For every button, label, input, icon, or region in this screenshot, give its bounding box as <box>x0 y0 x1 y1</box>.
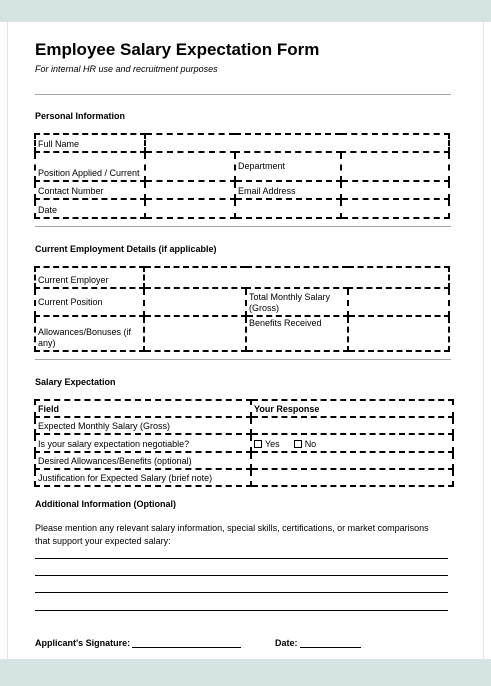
yes-option[interactable] <box>254 439 280 450</box>
form-title: Employee Salary Expectation Form <box>35 40 320 59</box>
employment-heading: Current Employment Details (if applicable) <box>35 244 217 254</box>
divider <box>35 359 451 360</box>
salary-expectation-table <box>34 399 454 487</box>
writing-line[interactable] <box>35 575 448 576</box>
field-column-header: Field <box>35 400 251 417</box>
date-field[interactable] <box>145 199 235 218</box>
desired-allowances-label: Desired Allowances/Benefits (optional) <box>35 452 251 469</box>
position-applied-label: Position Applied / Current <box>35 152 145 181</box>
employment-table <box>34 266 450 352</box>
total-monthly-salary-field[interactable] <box>348 288 449 316</box>
writing-line[interactable] <box>35 558 448 559</box>
applicant-signature <box>35 638 241 648</box>
writing-line[interactable] <box>35 610 448 611</box>
no-label: No <box>304 439 317 449</box>
current-employer-label: Current Employer <box>35 267 144 288</box>
total-monthly-salary-label: Total Monthly Salary (Gross) <box>246 288 348 316</box>
no-option[interactable] <box>294 439 317 450</box>
full-name-label: Full Name <box>35 134 145 152</box>
benefits-received-field[interactable] <box>348 316 449 351</box>
additional-info-instructions: Please mention any relevant salary information, special skills, certifications, or market comparisons that support your expected salary: <box>35 523 429 546</box>
full-name-field[interactable] <box>145 134 449 152</box>
personal-info-table <box>34 133 450 219</box>
applicant-signature-line[interactable] <box>132 639 241 648</box>
signature-date <box>275 638 361 648</box>
contact-number-field[interactable] <box>145 181 235 199</box>
writing-line[interactable] <box>35 592 448 593</box>
allowances-bonuses-label: Allowances/Bonuses (if any) <box>35 316 144 351</box>
divider <box>35 226 451 227</box>
expected-monthly-salary-field[interactable] <box>251 417 453 434</box>
negotiable-options <box>251 434 453 452</box>
divider <box>35 94 451 95</box>
current-position-label: Current Position <box>35 288 144 316</box>
yes-label: Yes <box>265 439 280 449</box>
benefits-received-label: Benefits Received <box>246 316 348 351</box>
bottom-band <box>0 659 491 686</box>
signature-date-line[interactable] <box>300 639 361 648</box>
email-address-label: Email Address <box>235 181 341 199</box>
current-employer-field[interactable] <box>144 267 449 288</box>
no-checkbox[interactable] <box>294 440 302 448</box>
email-address-field[interactable] <box>341 181 449 199</box>
date-label: Date <box>35 199 145 218</box>
signature-date-label: Date: <box>275 638 298 648</box>
top-band <box>0 0 491 22</box>
salary-expectation-heading: Salary Expectation <box>35 377 116 387</box>
justification-label: Justification for Expected Salary (brief note) <box>35 469 251 486</box>
yes-checkbox[interactable] <box>254 440 262 448</box>
personal-info-heading: Personal Information <box>35 111 126 121</box>
allowances-bonuses-field[interactable] <box>144 316 246 351</box>
response-column-header: Your Response <box>251 400 453 417</box>
date-empty-cell[interactable] <box>235 199 341 218</box>
justification-field[interactable] <box>251 469 453 486</box>
additional-info-heading: Additional Information (Optional) <box>35 499 176 509</box>
current-position-field[interactable] <box>144 288 246 316</box>
form-subtitle: For internal HR use and recruitment purposes <box>35 64 218 74</box>
department-label: Department <box>235 152 341 181</box>
department-field[interactable] <box>341 152 449 181</box>
applicant-signature-label: Applicant's Signature: <box>35 638 131 648</box>
expected-monthly-salary-label: Expected Monthly Salary (Gross) <box>35 417 251 434</box>
contact-number-label: Contact Number <box>35 181 145 199</box>
date-empty-cell[interactable] <box>341 199 449 218</box>
position-applied-field[interactable] <box>145 152 235 181</box>
desired-allowances-field[interactable] <box>251 452 453 469</box>
negotiable-label: Is your salary expectation negotiable? <box>35 434 251 452</box>
